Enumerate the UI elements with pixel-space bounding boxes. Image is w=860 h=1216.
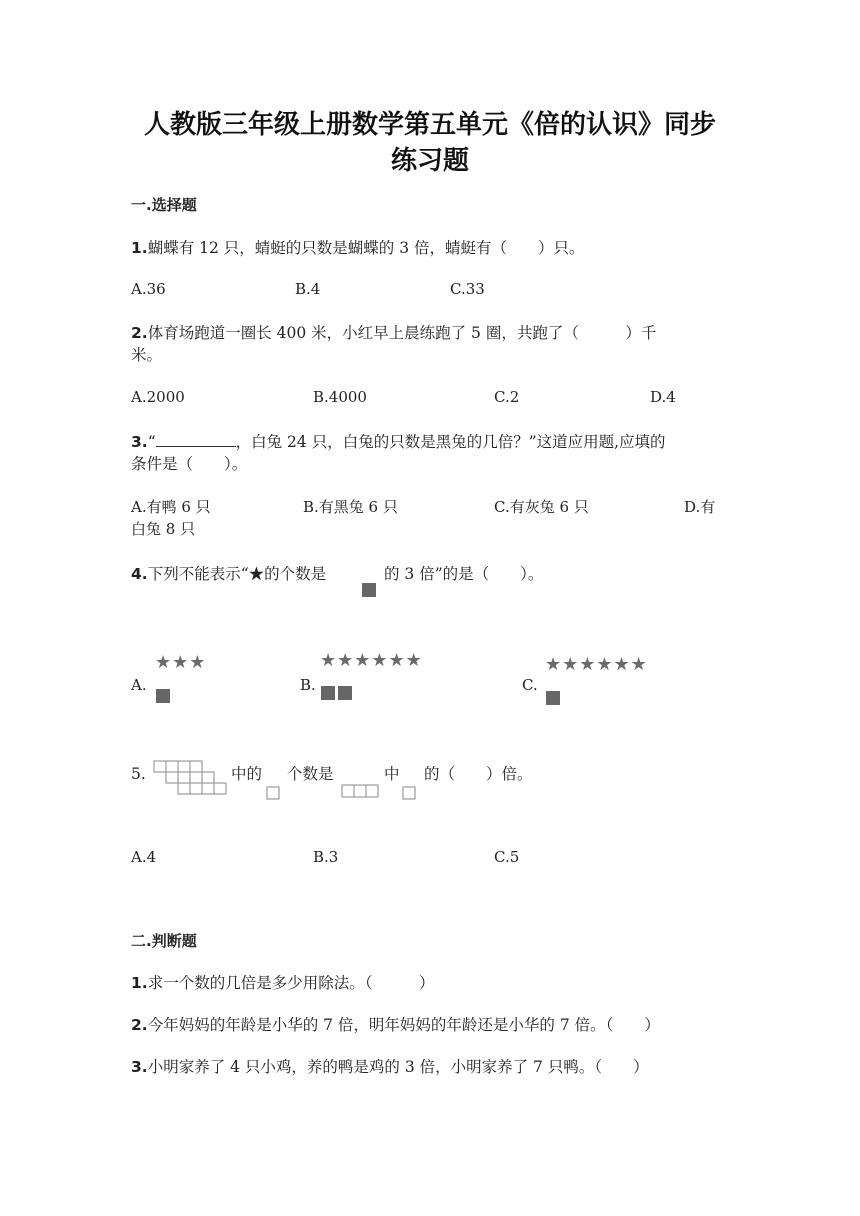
section-heading-choice: 一.选择题 — [131, 196, 197, 214]
three-squares-figure — [341, 784, 381, 800]
section-heading-judgement: 二.判断题 — [131, 932, 197, 950]
small-square-figure — [266, 786, 282, 802]
q2-option-c[interactable]: C.2 — [494, 388, 520, 406]
q5-option-c[interactable]: C.5 — [494, 848, 520, 866]
q3-option-d[interactable]: D.有 — [684, 498, 716, 516]
question-5-text-d: 的（ ）倍。 — [424, 765, 533, 783]
question-text-a: 下列不能表示“★的个数是 — [147, 565, 327, 583]
question-5-text-a: 中的 — [231, 765, 263, 783]
q5-option-a[interactable]: A.4 — [131, 848, 157, 866]
question-text: 今年妈妈的年龄是小华的 7 倍，明年妈妈的年龄还是小华的 7 倍。（ ） — [147, 1016, 660, 1034]
q4-option-b-label[interactable]: B. — [300, 676, 316, 694]
q3-option-b[interactable]: B.有黑兔 6 只 — [303, 498, 398, 516]
question-text: 小明家养了 4 只小鸡，养的鸭是鸡的 3 倍，小明家养了 7 只鸭。（ ） — [147, 1058, 649, 1076]
question-number: 3. — [131, 433, 148, 451]
small-square-figure — [402, 786, 418, 802]
square-icon — [321, 686, 335, 700]
square-icon — [156, 689, 170, 703]
question-3-cont: 条件是（ ）。 — [131, 455, 248, 473]
open-quote: “ — [147, 433, 156, 451]
question-5-text-b: 个数是 — [287, 765, 334, 783]
q3-option-a[interactable]: A.有鸭 6 只 — [131, 498, 211, 516]
question-number: 2. — [131, 1016, 148, 1034]
question-number: 4. — [131, 565, 148, 583]
q1-option-a[interactable]: A.36 — [131, 280, 166, 298]
question-text: 求一个数的几倍是多少用除法。（ ） — [147, 974, 435, 992]
q4-option-a-stars: ★★★ — [155, 652, 207, 673]
square-icon — [546, 691, 560, 705]
q3-option-d-cont: 白兔 8 只 — [131, 520, 196, 538]
question-2-cont: 米。 — [131, 346, 163, 364]
question-text: 体育场跑道一圈长 400 米，小红早上晨练跑了 5 圈，共跑了（ ）千 — [147, 324, 657, 342]
q1-option-b[interactable]: B.4 — [295, 280, 321, 298]
q4-option-a-label[interactable]: A. — [131, 676, 147, 694]
q5-option-b[interactable]: B.3 — [313, 848, 339, 866]
page-title-line1: 人教版三年级上册数学第五单元《倍的认识》同步 — [143, 110, 716, 140]
judgement-3 — [131, 1055, 649, 1079]
q2-option-a[interactable]: A.2000 — [131, 388, 185, 406]
q2-option-b[interactable]: B.4000 — [313, 388, 367, 406]
q4-option-b-stars: ★★★★★★ — [320, 650, 423, 671]
question-text: ，白兔 24 只，白兔的只数是黑兔的几倍？”这道应用题,应填的 — [235, 433, 666, 451]
judgement-1 — [131, 971, 434, 995]
question-5-text-c: 中 — [384, 765, 400, 783]
question-1 — [131, 236, 584, 260]
judgement-2 — [131, 1013, 660, 1037]
question-number: 1. — [131, 974, 148, 992]
question-number: 2. — [131, 324, 148, 342]
composite-grid-figure — [153, 760, 229, 798]
page-title-line2: 练习题 — [390, 146, 469, 176]
q4-option-c-label[interactable]: C. — [522, 676, 538, 694]
question-3 — [131, 430, 666, 454]
q1-option-c[interactable]: C.33 — [450, 280, 485, 298]
square-icon — [338, 686, 352, 700]
square-icon — [362, 582, 379, 601]
question-2 — [131, 321, 656, 345]
q4-option-c-stars: ★★★★★★ — [545, 654, 648, 675]
q3-option-c[interactable]: C.有灰兔 6 只 — [494, 498, 589, 516]
question-text: 蝴蝶有 12 只，蜻蜓的只数是蝴蝶的 3 倍，蜻蜓有（ ）只。 — [147, 239, 585, 257]
question-number: 3. — [131, 1058, 148, 1076]
fill-blank[interactable] — [156, 432, 236, 447]
question-5-number: 5. — [131, 765, 146, 783]
question-text-b: 的 3 倍”的是（ ）。 — [384, 565, 544, 583]
q4-option-a-squares — [156, 688, 173, 707]
q4-option-c-squares — [546, 690, 563, 709]
q2-option-d[interactable]: D.4 — [650, 388, 676, 406]
question-number: 1. — [131, 239, 148, 257]
q4-option-b-squares — [321, 685, 355, 704]
question-4 — [131, 562, 326, 586]
